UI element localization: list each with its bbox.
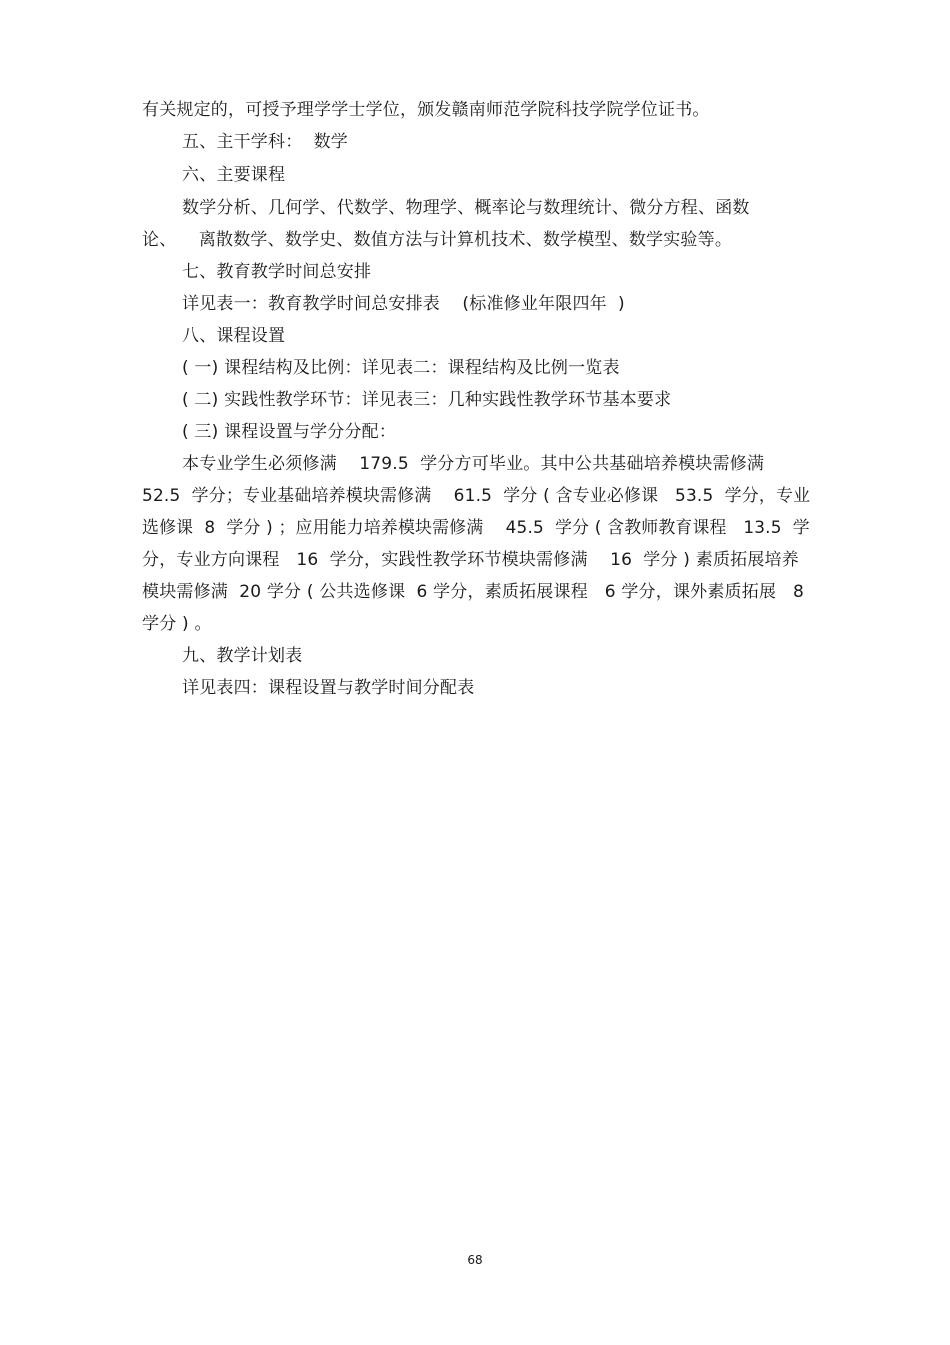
subsection-line: ( 二) 实践性教学环节：详见表三：几种实践性教学环节基本要求 <box>182 390 672 410</box>
text-line: 52.5 学分；专业基础培养模块需修满 61.5 学分 ( 含专业必修课 53.5 学分，专业 <box>142 486 811 506</box>
section-heading: 九、教学计划表 <box>182 646 303 666</box>
page-number: 68 <box>467 1253 483 1267</box>
section-heading: 七、教育教学时间总安排 <box>182 262 372 282</box>
section-heading: 五、主干学科： 数学 <box>182 132 349 152</box>
subsection-line: ( 一) 课程结构及比例：详见表二：课程结构及比例一览表 <box>182 358 620 378</box>
section-heading: 六、主要课程 <box>182 165 286 185</box>
subsection-line: ( 三) 课程设置与学分分配： <box>182 422 397 442</box>
text-line: 学分 ) 。 <box>142 614 212 634</box>
text-line: 分，专业方向课程 16 学分，实践性教学环节模块需修满 16 学分 ) 素质拓展培养 <box>142 550 799 570</box>
text-line: 详见表一：教育教学时间总安排表 (标准修业年限四年 ) <box>182 294 625 314</box>
text-line: 选修课 8 学分 ) ；应用能力培养模块需修满 45.5 学分 ( 含教师教育课程 13.5 学 <box>142 518 810 538</box>
text-line: 详见表四：课程设置与教学时间分配表 <box>182 678 475 698</box>
text-line: 模块需修满 20 学分 ( 公共选修课 6 学分，素质拓展课程 6 学分，课外素质拓展 8 <box>142 582 804 602</box>
text-line: 本专业学生必须修满 179.5 学分方可毕业。其中公共基础培养模块需修满 <box>182 454 765 474</box>
text-line: 有关规定的，可授予理学学士学位，颁发赣南师范学院科技学院学位证书。 <box>142 100 710 120</box>
text-line: 数学分析、几何学、代数学、物理学、概率论与数理统计、微分方程、函数 <box>182 198 750 218</box>
section-heading: 八、课程设置 <box>182 326 286 346</box>
text-line: 论、 离散数学、数学史、数值方法与计算机技术、数学模型、数学实验等。 <box>142 230 733 250</box>
